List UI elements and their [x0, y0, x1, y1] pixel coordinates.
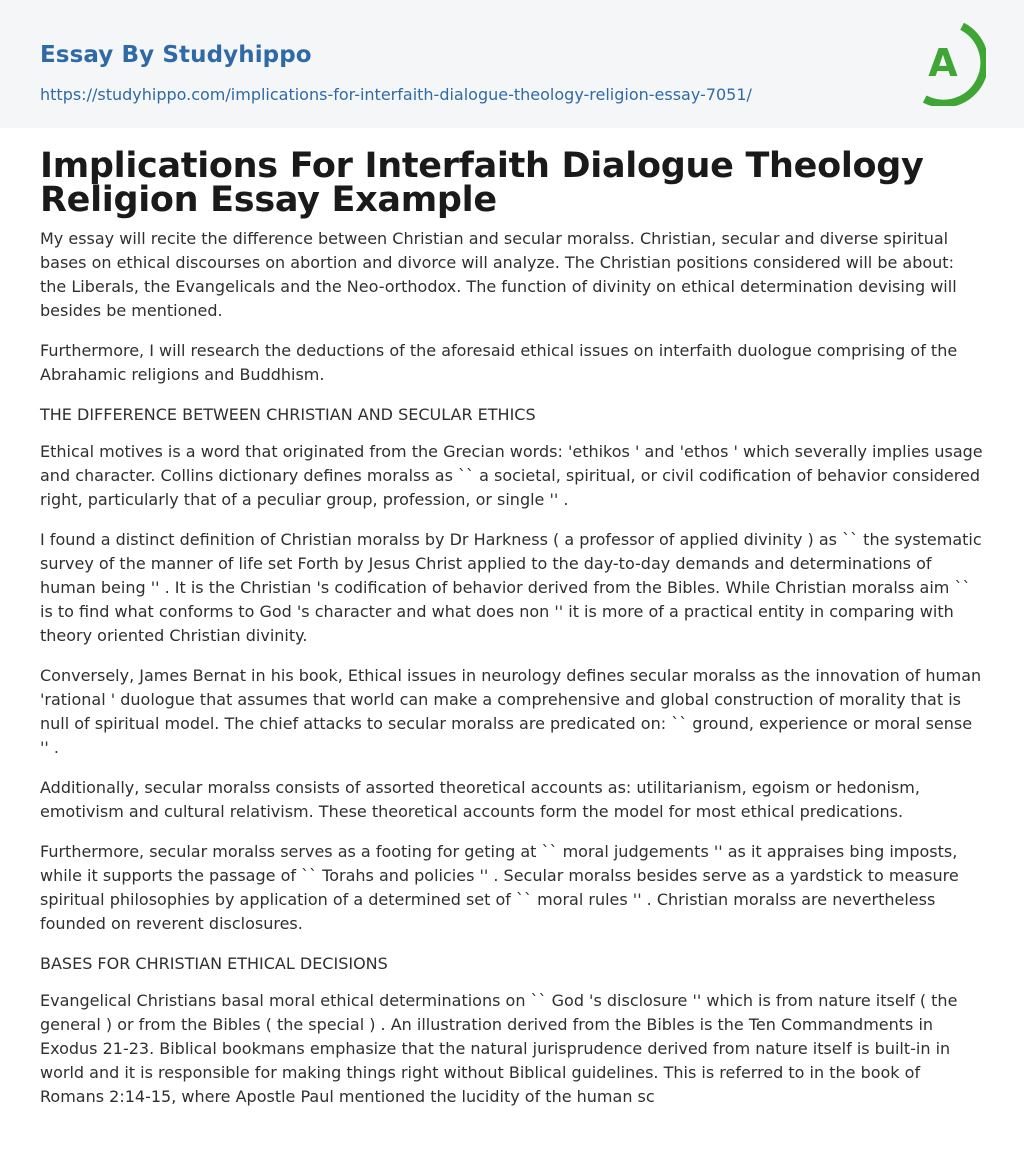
paragraph: Furthermore, secular moralss serves as a footing for geting at `` moral judgements '' as it appraises bing imposts, while it supports the passage of `` Torahs and policies '' . Secular moralss besides serve as a yardstick to measure spiritual philosophies by application of a determined set of `` moral rules '' . Christian moralss are nevertheless founded on reverent disclosures. [40, 842, 959, 933]
section-heading: THE DIFFERENCE BETWEEN CHRISTIAN AND SECULAR ETHICS [40, 405, 536, 424]
page-title: Implications For Interfaith Dialogue Theology Religion Essay Example [40, 146, 924, 220]
site-header [0, 0, 1024, 128]
article [0, 146, 1024, 1109]
source-url-link[interactable]: https://studyhippo.com/implications-for-interfaith-dialogue-theology-religion-essay-7051/ [40, 85, 752, 104]
paragraph: Ethical motives is a word that originated from the Grecian words: 'ethikos ' and 'ethos ' which severally implies usage and character. Collins dictionary defines moralss as `` a societal, spiritual, or civil codification of behavior considered right, particularly that of a peculiar group, profession, or single '' . [40, 442, 983, 509]
paragraph: I found a distinct definition of Christian moralss by Dr Harkness ( a professor of applied divinity ) as `` the systematic survey of the manner of life set Forth by Jesus Christ applied to the day-to-day demands and determinations of human being '' . It is the Christian 's codification of behavior derived from the Bibles. While Christian moralss aim `` is to find what conforms to God 's character and what does non '' it is more of a practical entity in comparing with theory oriented Christian divinity. [40, 530, 982, 645]
paragraph: My essay will recite the difference between Christian and secular moralss. Christian, secular and diverse spiritual bases on ethical discourses on abortion and divorce will analyze. The Christian positions considered will be about: the Liberals, the Evangelicals and the Neo-orthodox. The function of divinity on ethical determination devising will besides be mentioned. [40, 229, 957, 320]
paragraph: Additionally, secular moralss consists of assorted theoretical accounts as: utilitarianism, egoism or hedonism, emotivism and cultural relativism. These theoretical accounts form the model for most ethical predications. [40, 778, 920, 821]
paragraph: Furthermore, I will research the deductions of the aforesaid ethical issues on interfaith duologue comprising of the Abrahamic religions and Buddhism. [40, 341, 958, 384]
paragraph: Conversely, James Bernat in his book, Ethical issues in neurology defines secular moralss as the innovation of human 'rational ' duologue that assumes that world can make a comprehensive and global construction of morality that is null of spiritual model. The chief attacks to secular moralss are predicated on: `` ground, experience or moral sense '' . [40, 666, 982, 757]
site-brand[interactable]: Essay By Studyhippo [40, 42, 312, 68]
logo-letter: A [928, 41, 958, 85]
section-heading: BASES FOR CHRISTIAN ETHICAL DECISIONS [40, 954, 388, 973]
paragraph: Evangelical Christians basal moral ethical determinations on `` God 's disclosure '' which is from nature itself ( the general ) or from the Bibles ( the special ) . An illustration derived from the Bibles is the Ten Commandments in Exodus 21-23. Biblical bookmans emphasize that the natural jurisprudence derived from nature itself is built-in in world and it is responsible for making things right without Biblical guidelines. This is referred to in the book of Romans 2:14-15, where Apostle Paul mentioned the lucidity of the human sc [40, 991, 958, 1106]
article-body [40, 227, 984, 1109]
studyhippo-logo-icon[interactable] [916, 18, 986, 106]
